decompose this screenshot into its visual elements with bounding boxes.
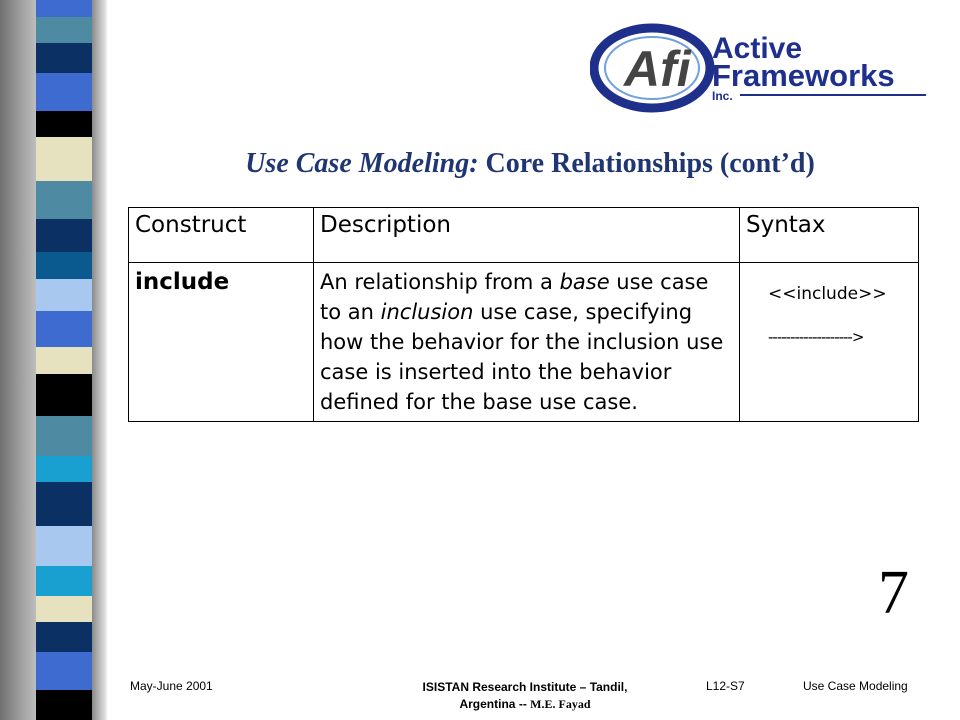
relationships-table [128, 207, 919, 422]
footer-institute-line1: ISISTAN Research Institute – Tandil, [422, 680, 628, 694]
active-frameworks-logo [590, 22, 930, 114]
slide-title [0, 148, 960, 180]
construct-name: include [135, 269, 230, 295]
dashed-arrow: -------------------> [768, 328, 864, 346]
decorative-stripe-bar [0, 0, 108, 720]
title-regular: Core Relationships (cont’d) [485, 148, 815, 179]
desc-text-1: An relationship from a [320, 270, 560, 294]
page-number: 7 [878, 559, 909, 627]
desc-text-3: use case, specifying how the behavior for the inclusion use case is inserted into the behavior defined for the base use case. [320, 300, 724, 414]
footer-author-sep: -- [518, 697, 527, 711]
header-description: Description [314, 208, 740, 263]
desc-text-2: use case to an [320, 270, 709, 324]
header-construct: Construct [129, 208, 314, 263]
footer-slide-id: L12-S7 [706, 679, 745, 693]
footer-institute [380, 679, 670, 713]
table-header-row [129, 208, 919, 263]
footer-date: May-June 2001 [130, 679, 213, 693]
desc-italic-inclusion: inclusion [380, 300, 474, 324]
cell-construct [129, 263, 314, 422]
syntax-label: <<include>> [768, 284, 887, 304]
footer-course: Use Case Modeling [803, 679, 908, 693]
cell-description [314, 263, 740, 422]
footer-author: M.E. Fayad [530, 697, 591, 711]
header-syntax: Syntax [740, 208, 919, 263]
logo-line1: Active [712, 32, 803, 65]
footer-institute-line2-wrap [380, 696, 670, 713]
cell-syntax [740, 263, 919, 422]
logo-line3: Inc. [712, 89, 733, 103]
table-row [129, 263, 919, 422]
logo-line2: Frameworks [712, 58, 895, 93]
footer-institute-line2: Argentina [459, 697, 516, 711]
title-italic: Use Case Modeling: [245, 148, 479, 179]
logo-mark: Afi [624, 41, 691, 97]
desc-italic-base: base [559, 270, 610, 294]
